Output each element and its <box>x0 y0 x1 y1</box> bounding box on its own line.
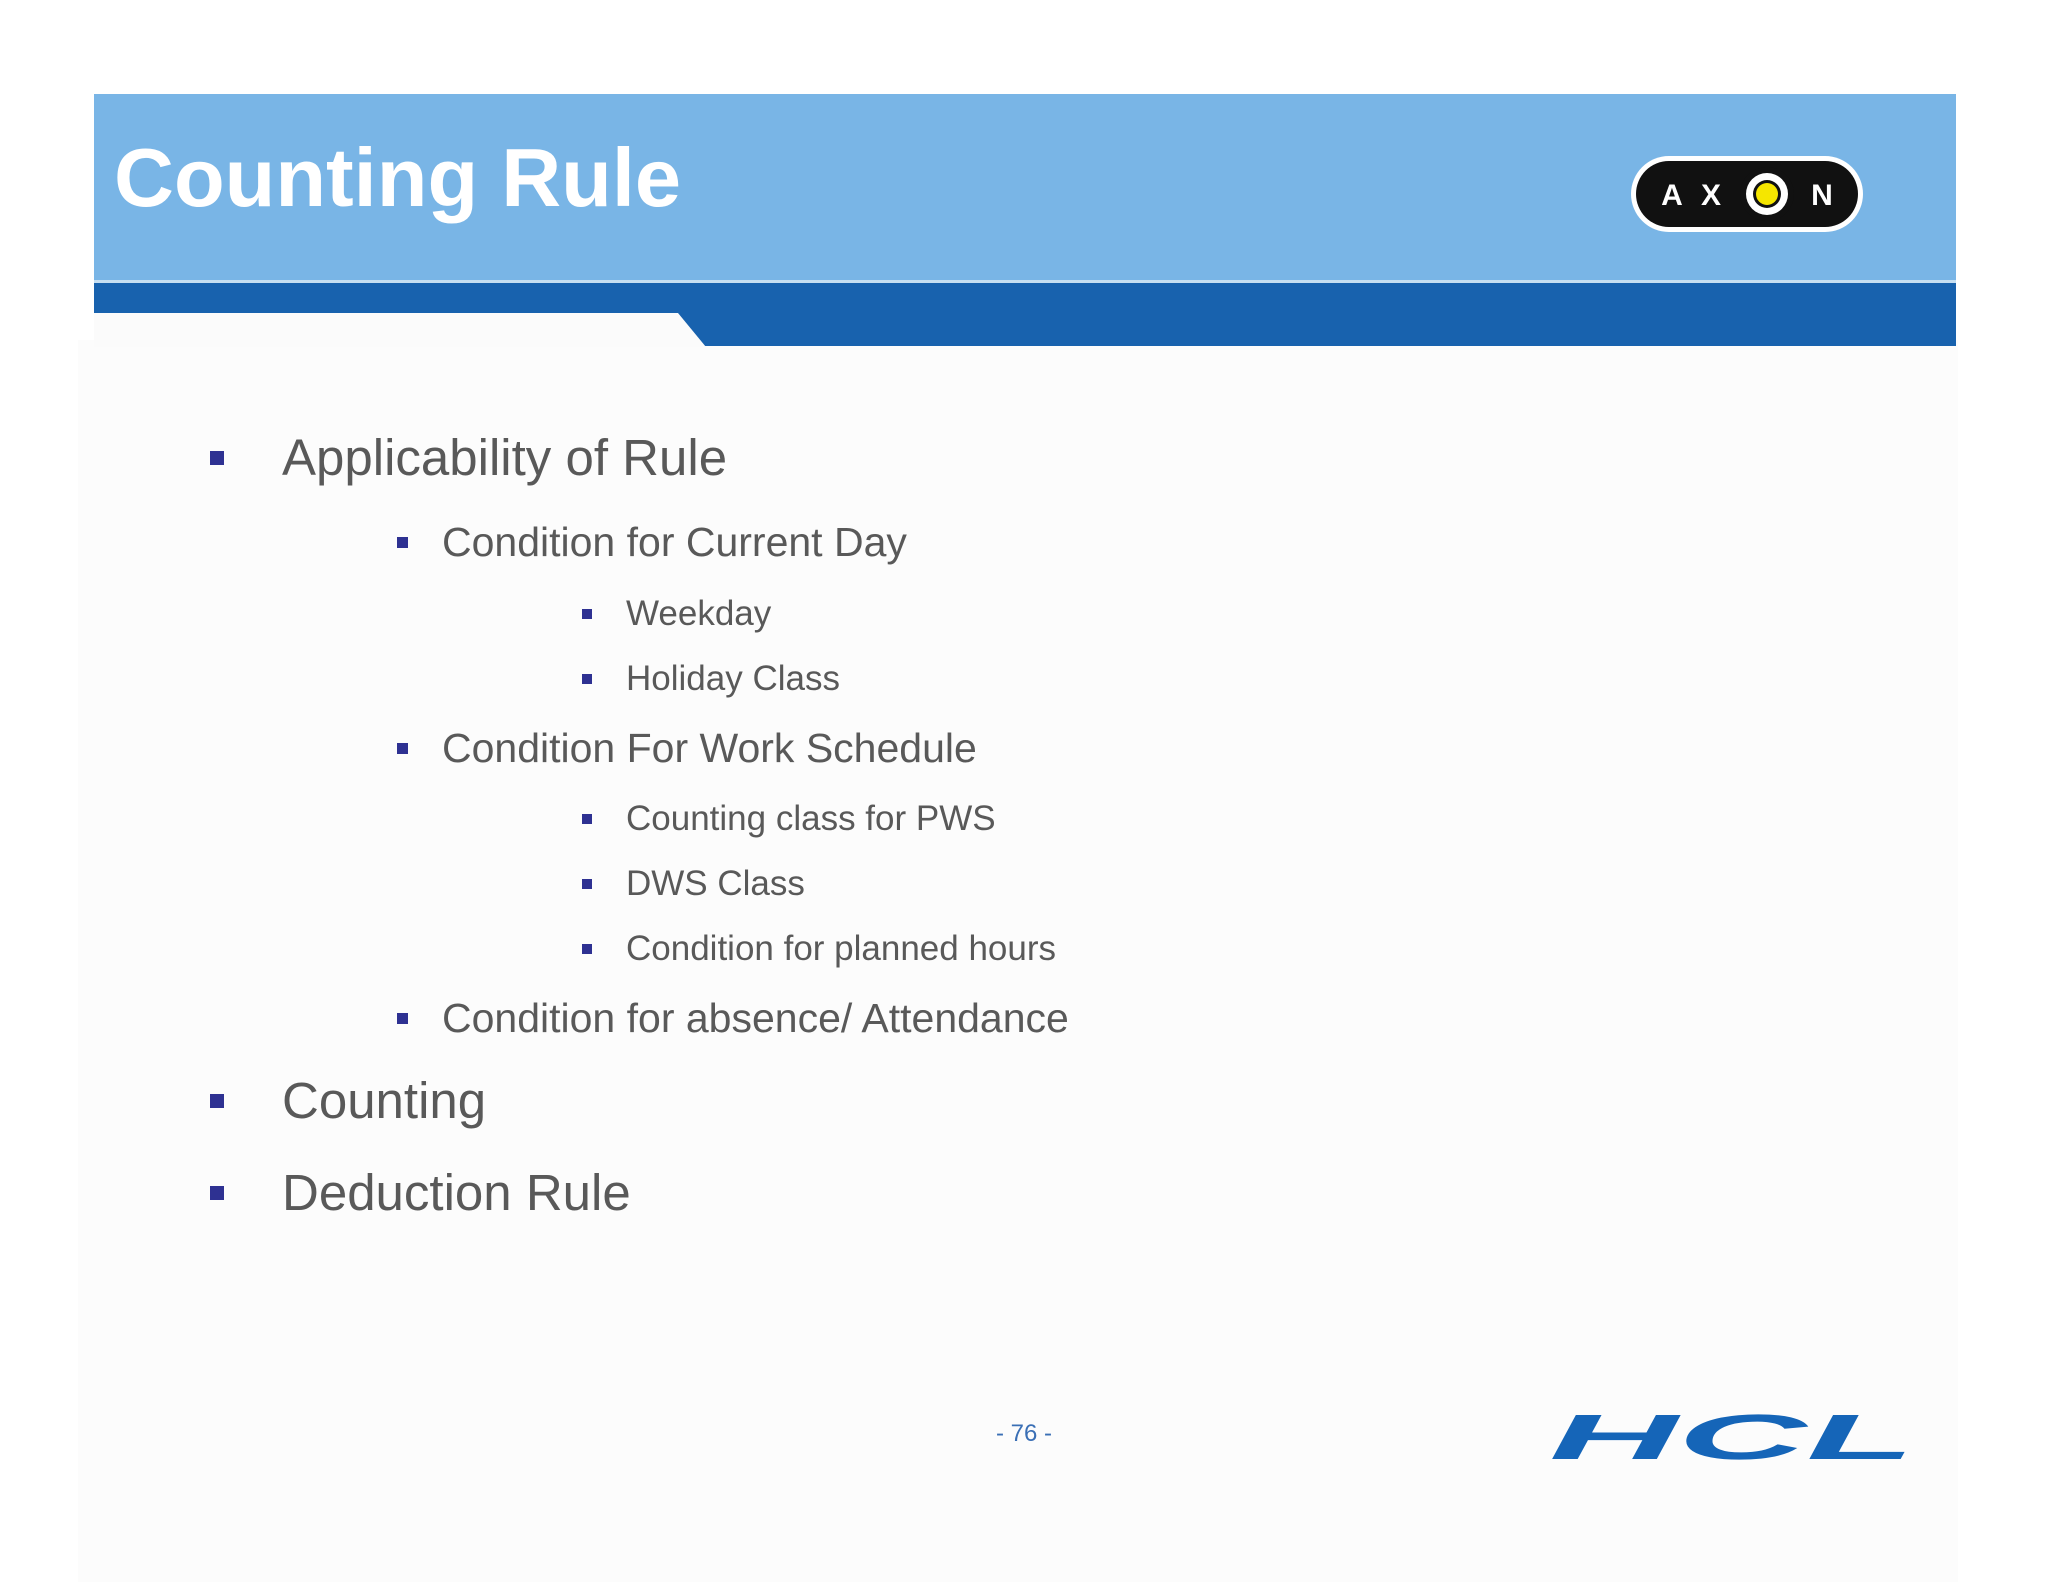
bullet-square-icon <box>582 609 592 619</box>
axon-o-dot <box>1756 183 1778 205</box>
bullet-square-icon <box>582 944 592 954</box>
bullet-text: DWS Class <box>626 864 805 903</box>
bullet-square-icon <box>582 674 592 684</box>
bullet-deduction-rule <box>210 1164 631 1221</box>
bullet-applicability-of-rule <box>210 429 728 486</box>
bullet-text: Holiday Class <box>626 659 840 698</box>
bullet-counting-class-pws <box>582 801 996 836</box>
bullet-square-icon <box>210 1094 224 1108</box>
bullet-text: Counting <box>282 1072 487 1129</box>
bullet-condition-planned-hours <box>582 931 1056 966</box>
bullet-square-icon <box>397 1013 408 1024</box>
bullet-square-icon <box>397 743 408 754</box>
bullet-counting <box>210 1072 487 1129</box>
bullet-text: Weekday <box>626 594 772 633</box>
bullet-condition-current-day <box>397 519 907 565</box>
bullet-square-icon <box>582 879 592 889</box>
header-notch <box>94 313 706 347</box>
page-number: - 76 - <box>995 1420 1052 1447</box>
bullet-text: Counting class for PWS <box>626 799 996 838</box>
axon-letter-n: N <box>1811 179 1833 212</box>
bullet-text: Condition For Work Schedule <box>442 725 977 771</box>
bullet-text: Condition for Current Day <box>442 519 907 565</box>
axon-letter-x: X <box>1700 179 1722 212</box>
slide-title: Counting Rule <box>114 131 682 224</box>
axon-logo <box>1630 155 1864 233</box>
bullet-square-icon <box>397 537 408 548</box>
bullet-square-icon <box>210 451 224 465</box>
bullet-square-icon <box>210 1186 224 1200</box>
bullet-text: Condition for planned hours <box>626 929 1057 968</box>
hcl-logo-text: HCL <box>1549 1408 1915 1464</box>
bullet-condition-work-schedule <box>397 725 977 771</box>
bullet-text: Applicability of Rule <box>282 429 728 486</box>
hcl-logo <box>1545 1408 1919 1464</box>
bullet-dws-class <box>582 866 805 901</box>
bullet-condition-absence-attendance <box>397 995 1069 1041</box>
bullet-holiday-class <box>582 661 840 696</box>
bullet-text: Deduction Rule <box>282 1164 631 1221</box>
axon-letter-a: A <box>1661 179 1683 212</box>
bullet-square-icon <box>582 814 592 824</box>
bullet-weekday <box>582 596 771 631</box>
bullet-text: Condition for absence/ Attendance <box>442 995 1069 1041</box>
